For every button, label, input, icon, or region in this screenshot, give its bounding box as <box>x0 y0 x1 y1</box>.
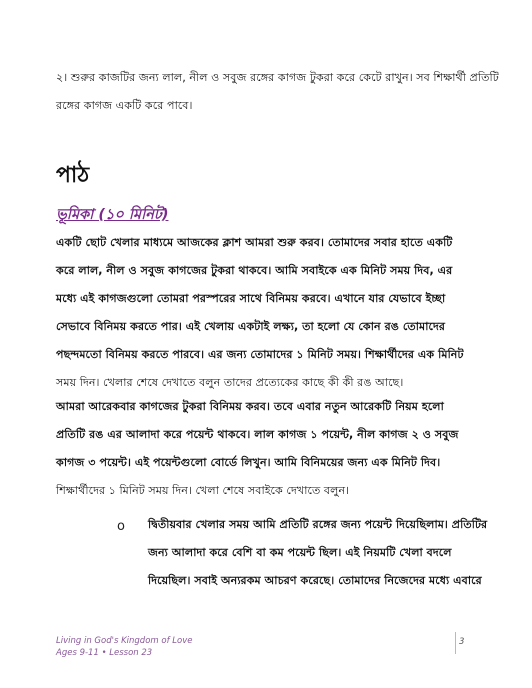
bullet-marker-icon: o <box>117 519 125 534</box>
footer-line-2: Ages 9-11 • Lesson 23 <box>56 648 153 658</box>
footer-divider <box>455 632 456 654</box>
bullet-line-3: দিয়েছিল। সবাই অন্যরকম আচরণ করেছে। তোমাদের নিজেদের মধ্যে এবারে <box>148 574 482 587</box>
section-subheading: ভূমিকা (১০ মিনিট) <box>56 207 169 223</box>
footer-line-1: Living in God's Kingdom of Love <box>56 636 193 646</box>
second-exchange-paragraph <box>56 393 476 505</box>
bullet-line-2: জন্য আলাদা করে বেশি বা কম পয়েন্ট ছিল। এই নিয়মটি খেলা বদলে <box>148 546 452 559</box>
intro-paragraph <box>56 64 499 120</box>
introduction-paragraph <box>56 229 476 397</box>
section-heading: পাঠ <box>56 163 90 188</box>
para1-line-1: একটি ছোট খেলার মাধ্যমে আজকের ক্লাশ আমরা শুরু করব। তোমাদের সবার হাতে একটি <box>56 236 453 249</box>
para1-line-2: করে লাল, নীল ও সবুজ কাগজের টুকরা থাকবে। আমি সবাইকে এক মিনিট সময় দিব, এর <box>56 264 453 277</box>
para2-line-4: শিক্ষার্থীদের ১ মিনিট সময় দিন। খেলা শেষে সবাইকে দেখাতে বলুন। <box>56 484 350 497</box>
para1-line-4: সেভাবে বিনিময় করতে পার। এই খেলায় একটাই লক্ষ্য, তা হলো যে কোন রঙ তোমাদের <box>56 320 445 333</box>
para2-line-1: আমরা আরেকবার কাগজের টুকরা বিনিময় করব। তবে এবার নতুন আরেকটি নিয়ম হলো <box>56 400 444 413</box>
para1-line-6: সময় দিন। খেলার শেষে দেখাতে বলুন তাদের প্রত্যেকের কাছে কী কী রঙ আছে। <box>56 376 404 389</box>
para1-line-5: পছন্দমতো বিনিময় করতে পারবে। এর জন্য তোমাদের ১ মিনিট সময়। শিক্ষার্থীদের এক মিনিট <box>56 348 464 361</box>
intro-line-1: ২। শুরুর কাজটির জন্য লাল, নীল ও সবুজ রঙ্গের কাগজ টুকরা করে কেটে রাখুন। সব শিক্ষার্থী প্রতিটি <box>56 71 499 84</box>
para1-line-3: মধ্যে এই কাগজগুলো তোমরা পরস্পরের সাথে বিনিময় করবে। এখানে যার যেভাবে ইচ্ছা <box>56 292 446 305</box>
footer-title <box>56 635 192 659</box>
bullet-paragraph <box>148 511 488 595</box>
bullet-line-1: দ্বিতীয়বার খেলার সময় আমি প্রতিটি রঙ্গের জন্য পয়েন্ট দিয়েছিলাম। প্রতিটির <box>148 518 488 531</box>
page-number: 3 <box>459 637 465 647</box>
para2-line-3: কাগজ ৩ পয়েন্ট। এই পয়েন্টগুলো বোর্ডে লিখুন। আমি বিনিময়ের জন্য এক মিনিট দিব। <box>56 456 441 469</box>
para2-line-2: প্রতিটি রঙ এর আলাদা করে পয়েন্ট থাকবে। লাল কাগজ ১ পয়েন্ট, নীল কাগজ ২ ও সবুজ <box>56 428 459 441</box>
intro-line-2: রঙ্গের কাগজ একটি করে পাবে। <box>56 99 193 112</box>
